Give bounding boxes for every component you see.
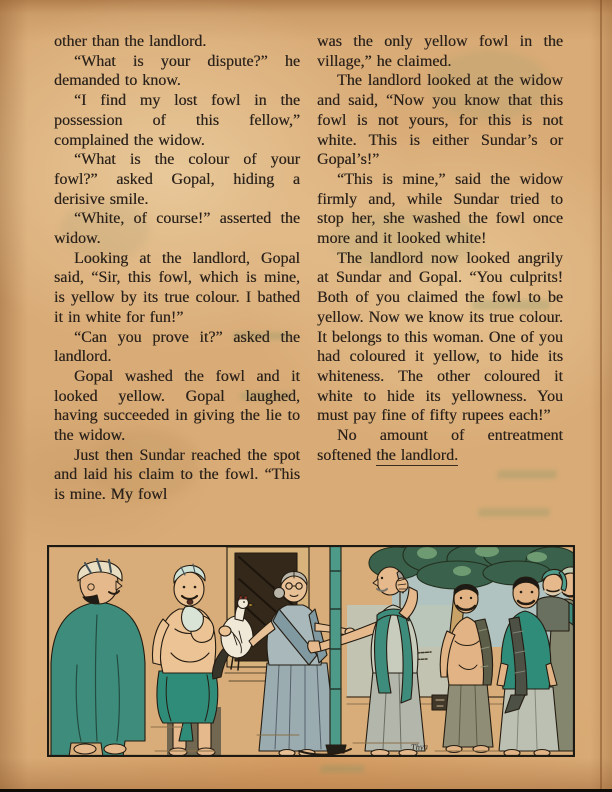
story-paragraph: “Can you prove it?” asked the landlord.: [54, 328, 300, 366]
page-crease: [600, 0, 602, 792]
story-paragraph: [317, 426, 563, 465]
story-paragraph: “What is your dispute?” he demanded to know.: [54, 52, 300, 90]
story-paragraph: “White, of course!” asserted the widow.: [54, 210, 300, 248]
story-paragraph: Just then Sundar reached the spot and laid his claim to the fowl. “This is mine. My fowl: [54, 446, 300, 504]
story-paragraph: “I find my lost fowl in the possession of this fellow,” complained the widow.: [54, 92, 300, 149]
left-column: [54, 32, 300, 505]
story-illustration-panel: [47, 545, 575, 757]
story-paragraph: Gopal washed the fowl and it looked yellow. Gopal laughed, having succeeded in giving the lie to the widow.: [54, 367, 300, 445]
artist-signature: Thya: [410, 741, 429, 752]
story-text-block: [54, 32, 564, 505]
story-paragraph: Looking at the landlord, Gopal said, “Sir, this fowl, which is mine, is yellow by its true colour. I bathed it in white for fun!”: [54, 249, 300, 326]
story-paragraph: other than the landlord.: [54, 33, 207, 50]
story-paragraph: The landlord looked at the widow and said, “Now you know that this fowl is not yours, for this is not white. This is either Sundar’s or Gopal’s!”: [317, 72, 563, 169]
story-paragraph: “This is mine,” said the widow firmly and, while Sundar tried to stop her, she washed the fowl once more and it looked white!: [317, 170, 563, 248]
story-paragraph: “What is the colour of your fowl?” asked Gopal, hiding a derisive smile.: [54, 151, 300, 208]
right-column: [317, 32, 563, 505]
figure-villager-rear: [537, 569, 569, 631]
paragraph-lead: No amount of entreatment softened: [317, 427, 563, 464]
story-paragraph: was the only yellow fowl in the village,” he claimed.: [317, 33, 563, 70]
underlined-phrase: the landlord.: [376, 446, 459, 464]
story-paragraph: The landlord now looked angrily at Sundar and Gopal. “You culprits! Both of you claimed the fowl to be yellow. Now we know its true colour. It belongs to this woman. One of you had coloured it yellow, to hide its whiteness. The other coloured it white to hide its yellowness. You must pay fine of fifty rupees each!”: [317, 249, 563, 425]
